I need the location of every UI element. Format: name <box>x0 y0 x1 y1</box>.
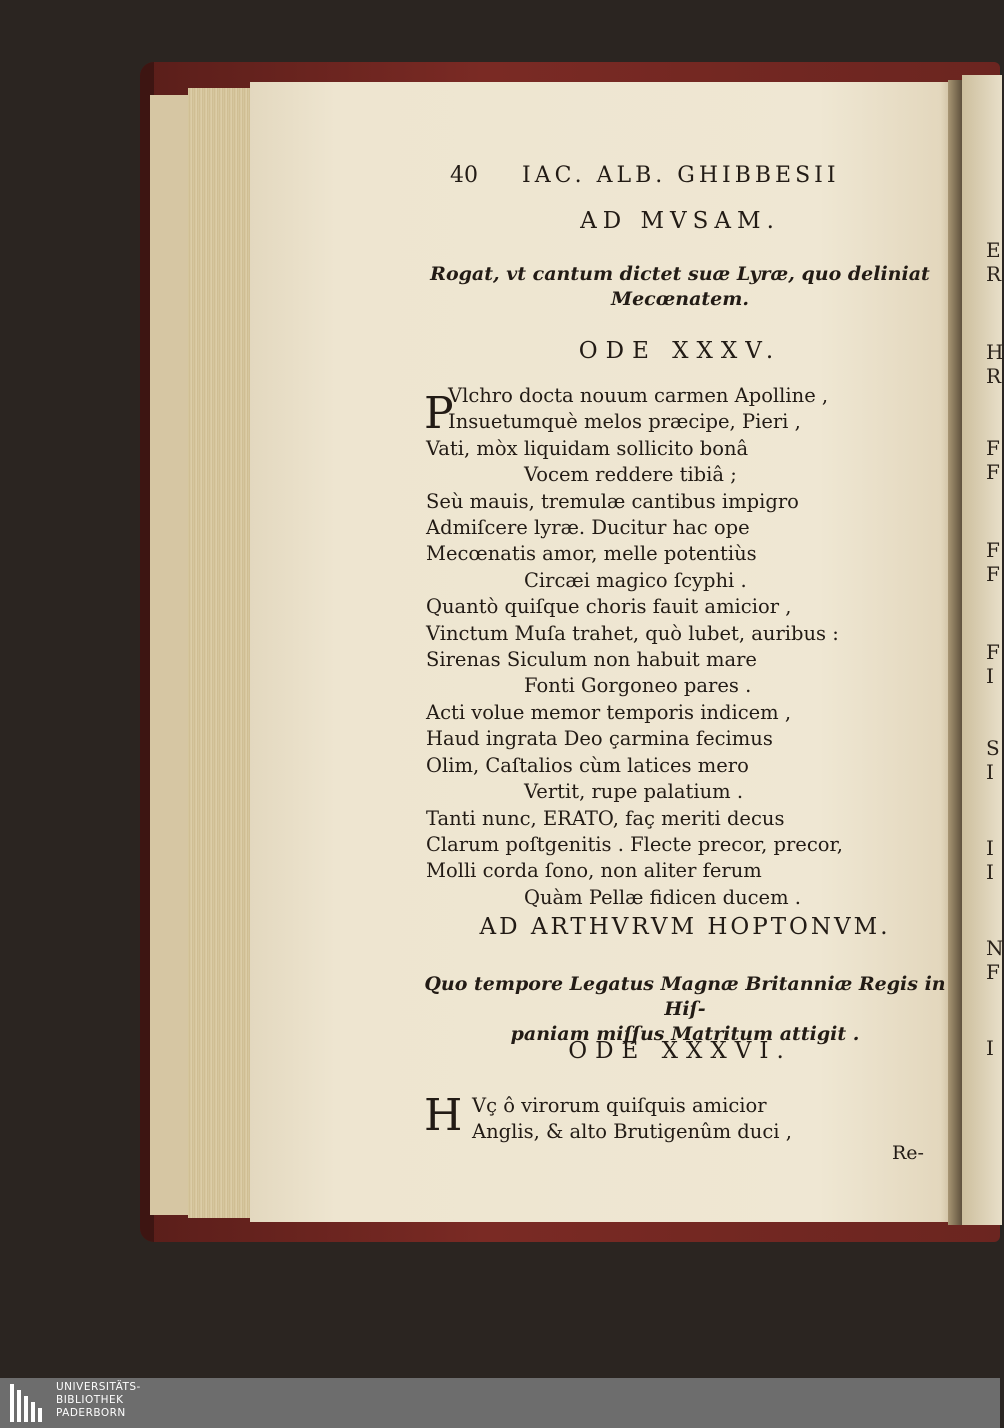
facing-page-letter: I <box>986 836 994 860</box>
verse-line: Vinctum Muſa trahet, quò lubet, auribus : <box>426 621 839 645</box>
facing-page-letter: F <box>986 640 1000 664</box>
page-number: 40 <box>450 163 478 188</box>
poem2-dropcap: H <box>424 1090 463 1141</box>
poem1-dropcap: P <box>424 388 454 439</box>
library-name-line: UNIVERSITÄTS- <box>56 1381 141 1393</box>
library-name-line: BIBLIOTHEK <box>56 1394 124 1406</box>
poem2-argument <box>410 972 960 1047</box>
verse-line: Circæi magico ſcyphi . <box>524 568 747 592</box>
facing-page-letter: I <box>986 760 994 784</box>
verse-line: Olim, Caſtalios cùm latices mero <box>426 753 749 777</box>
facing-page-letter: F <box>986 436 1000 460</box>
running-title: IAC. ALB. GHIBBESII <box>522 163 840 188</box>
facing-page-letter: E <box>986 238 1001 262</box>
verse-line: Fonti Gorgoneo pares . <box>524 674 752 698</box>
verse-line: Vlchro docta nouum carmen Apolline , <box>448 384 829 407</box>
poem1-verse <box>426 383 926 911</box>
poem2-ode-number: ODE XXXVI. <box>568 1038 792 1064</box>
flyleaf <box>150 95 192 1215</box>
facing-page-letter: N <box>986 936 1004 960</box>
verse-line: Sirenas Siculum non habuit mare <box>426 648 757 672</box>
verse-line: Acti volue memor temporis indicem , <box>426 700 792 724</box>
verse-line: Molli corda ſono, non aliter ferum <box>426 859 762 883</box>
library-footer <box>0 1378 1000 1428</box>
library-name <box>56 1381 141 1420</box>
poem2-verse <box>424 1090 926 1146</box>
facing-page-letter: S <box>986 736 1000 760</box>
library-name-line: PADERBORN <box>56 1407 126 1419</box>
verse-line: Vç ô virorum quiſquis amicior <box>472 1094 767 1117</box>
verse-line: Anglis, & alto Brutigenûm duci , <box>472 1120 792 1144</box>
verse-line: Mecœnatis amor, melle potentiùs <box>426 542 757 566</box>
verse-line: Clarum poſtgenitis . Flecte precor, precor, <box>426 832 843 856</box>
facing-page-letter: R <box>986 262 1002 286</box>
poem2-argument-line: Quo tempore Legatus Magnæ Britanniæ Regis in Hiſ- <box>424 973 946 1020</box>
poem1-ode-number: ODE XXXV. <box>578 338 782 364</box>
verse-line: Quantò quiſque choris fauit amicior , <box>426 595 792 619</box>
verse-line: Vertit, rupe palatium . <box>524 780 744 804</box>
poem1-heading: AD MVSAM. <box>580 208 780 234</box>
library-logo-icon <box>8 1382 52 1424</box>
verse-line: Insuetumquè melos præcipe, Pieri , <box>448 410 801 434</box>
catchword: Re- <box>892 1142 924 1164</box>
verse-line: Haud ingrata Deo çarmina fecimus <box>426 727 773 751</box>
poem2-heading: AD ARTHVRVM HOPTONVM. <box>479 914 891 940</box>
facing-page-letter: F <box>986 538 1000 562</box>
verse-line: Tanti nunc, ERATO, faç meriti decus <box>426 806 785 830</box>
poem1-argument <box>420 262 940 312</box>
verse-line: Quàm Pellæ fidicen ducem . <box>524 885 801 909</box>
facing-page-letter: H <box>986 340 1004 364</box>
verse-line: Seù mauis, tremulæ cantibus impigro <box>426 489 799 513</box>
facing-page-letter: F <box>986 960 1000 984</box>
verse-line: Admiſcere lyræ. Ducitur hac ope <box>426 516 750 540</box>
page-block-edge <box>188 88 258 1218</box>
poem1-argument-line: Mecœnatem. <box>611 288 749 310</box>
verse-line: Vocem reddere tibiâ ; <box>524 463 737 487</box>
facing-page-letter: R <box>986 364 1002 388</box>
facing-page-letter: I <box>986 664 994 688</box>
facing-page-letter: I <box>986 1036 994 1060</box>
poem1-argument-line: Rogat, vt cantum dictet suæ Lyræ, quo deliniat <box>430 263 930 285</box>
verse-line: Vati, mòx liquidam sollicito bonâ <box>426 436 749 460</box>
facing-page-letter: I <box>986 860 994 884</box>
facing-page-letter: F <box>986 460 1000 484</box>
facing-page-letter: F <box>986 562 1000 586</box>
poem2-argument-line: paniam miſſus Matritum attigit . <box>510 1023 860 1045</box>
